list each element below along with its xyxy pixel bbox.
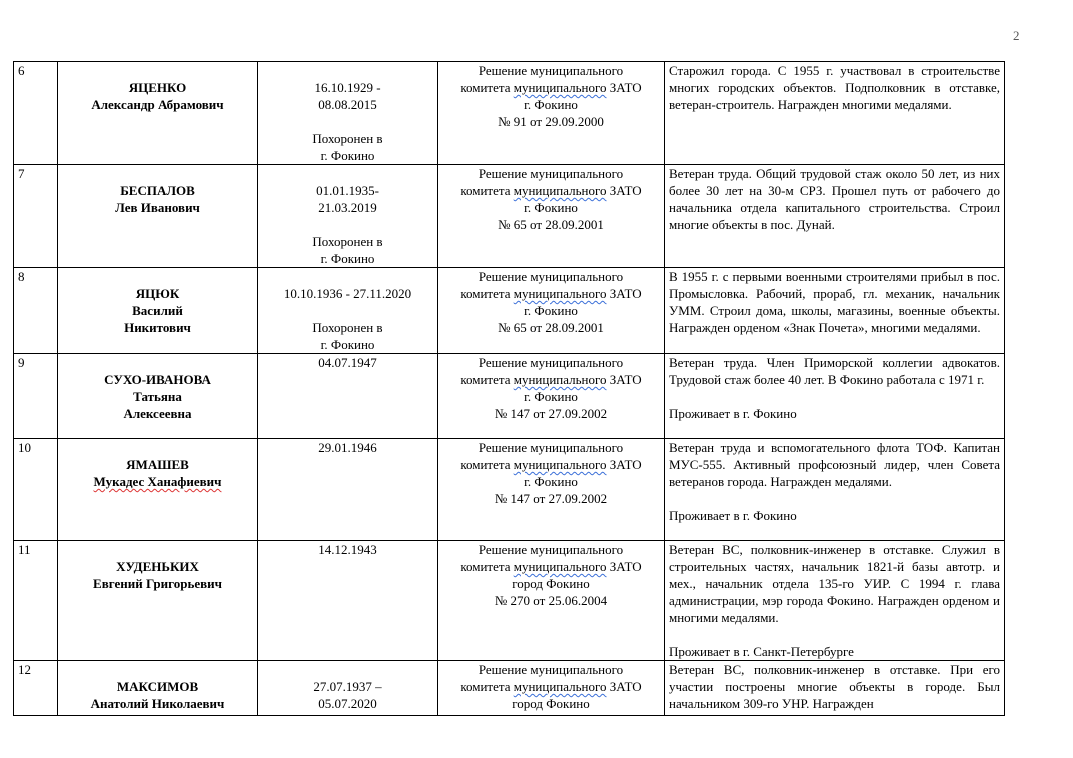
- decision-text: муниципального: [513, 183, 607, 198]
- decision-text: ЗАТО: [606, 372, 642, 387]
- biography-text: В 1955 г. с первыми военными строителями прибыл в пос. Промысловка. Рабочий, прораб, гл. механик, начальник УММ. Строил дома, школы, магазины, военные объекты. Награжден орденом «Знак Почета», многими медалями.: [669, 269, 1000, 335]
- person-name: [58, 661, 258, 716]
- life-span: 10.10.1936 - 27.11.2020: [283, 286, 412, 301]
- row-number: 6: [14, 62, 58, 165]
- decision-line: Решение муниципального: [478, 542, 624, 557]
- table-row: [14, 62, 1005, 165]
- biography: [665, 541, 1005, 661]
- table-row: [14, 165, 1005, 268]
- decision-city: город Фокино: [512, 696, 590, 711]
- table-row: [14, 439, 1005, 541]
- decision-text: ЗАТО: [606, 286, 642, 301]
- person-name: [58, 541, 258, 661]
- person-name: [58, 439, 258, 541]
- decision-line: [442, 371, 660, 388]
- decision-text: комитета: [460, 679, 514, 694]
- given-name: Лев Иванович: [115, 200, 200, 215]
- decision-number: № 147 от 27.09.2002: [494, 406, 608, 421]
- decision-number: № 65 от 28.09.2001: [498, 320, 604, 335]
- decision-line: [442, 456, 660, 473]
- life-dates: [258, 62, 438, 165]
- decision-line: [442, 285, 660, 302]
- burial-place: г. Фокино: [320, 251, 375, 266]
- given-name: Василий: [132, 303, 183, 318]
- decision-text: комитета: [460, 80, 514, 95]
- residence-note: Проживает в г. Фокино: [669, 406, 797, 421]
- table-row: [14, 268, 1005, 354]
- surname: ЯМАШЕВ: [126, 457, 189, 472]
- page-number: 2: [1013, 28, 1020, 43]
- row-number: 11: [14, 541, 58, 661]
- person-name: [58, 165, 258, 268]
- decision-text: муниципального: [513, 372, 607, 387]
- patronymic: Алексеевна: [123, 406, 192, 421]
- person-name: [58, 62, 258, 165]
- decision-line: Решение муниципального: [478, 269, 624, 284]
- biography-text: Ветеран ВС, полковник-инженер в отставке. При его участии построены многие объекты в городе. Был начальником 309-го УНР. Награжден: [669, 662, 1000, 711]
- person-name: [58, 268, 258, 354]
- decision-line: [442, 558, 660, 575]
- biography-text: Ветеран труда и вспомогательного флота ТОФ. Капитан МУС-555. Активный профсоюзный лидер, член Совета ветеранов города. Награжден медалями.: [669, 440, 1000, 489]
- decision: [438, 541, 665, 661]
- decision-line: [442, 182, 660, 199]
- biography-text: Ветеран ВС, полковник-инженер в отставке. Служил в строительных частях, начальник 1821-й базы автотр. и мех., начальник отдела 135-го УИР. С 1994 г. глава администрации, мэр города Фокино. Награжден орденом и многими медалями.: [669, 542, 1000, 625]
- decision: [438, 439, 665, 541]
- biography-text: Ветеран труда. Общий трудовой стаж около 50 лет, из них более 30 лет на 30-м СРЗ. Прошел путь от рабочего до начальника отдела капитального строительства. Строил многие объекты в пос. Дунай.: [669, 166, 1000, 232]
- biography-text: Старожил города. С 1955 г. участвовал в строительстве многих городских объектов. Подполковник в отставке, ветеран-строитель. Награжден многими медалями.: [669, 63, 1000, 112]
- residence-note: Проживает в г. Фокино: [669, 508, 797, 523]
- row-number: 12: [14, 661, 58, 716]
- decision-text: муниципального: [513, 559, 607, 574]
- decision-text: комитета: [460, 286, 514, 301]
- biography: [665, 439, 1005, 541]
- patronymic: Никитович: [124, 320, 191, 335]
- decision: [438, 62, 665, 165]
- birth-date: 04.07.1947: [318, 355, 377, 370]
- decision-text: муниципального: [513, 457, 607, 472]
- table-row: [14, 541, 1005, 661]
- decision-text: комитета: [460, 457, 514, 472]
- surname: ХУДЕНЬКИХ: [116, 559, 199, 574]
- birth-date: 14.12.1943: [318, 542, 377, 557]
- decision-text: ЗАТО: [606, 559, 642, 574]
- decision-line: [442, 79, 660, 96]
- decision-number: № 91 от 29.09.2000: [498, 114, 604, 129]
- birth-date: 29.01.1946: [318, 440, 377, 455]
- decision-text: комитета: [460, 372, 514, 387]
- birth-date: 16.10.1929 -: [314, 80, 381, 95]
- life-dates: [258, 541, 438, 661]
- death-date: 08.08.2015: [318, 97, 377, 112]
- decision-text: ЗАТО: [606, 80, 642, 95]
- decision-line: Решение муниципального: [478, 440, 624, 455]
- person-name: [58, 354, 258, 439]
- burial-place: г. Фокино: [320, 337, 375, 352]
- decision-line: Решение муниципального: [478, 63, 624, 78]
- burial-note: Похоронен в: [312, 131, 383, 146]
- decision-number: № 65 от 28.09.2001: [498, 217, 604, 232]
- decision: [438, 165, 665, 268]
- biography: [665, 268, 1005, 354]
- life-dates: [258, 268, 438, 354]
- residence-note: Проживает в г. Санкт-Петербурге: [669, 644, 854, 659]
- decision-number: № 147 от 27.09.2002: [494, 491, 608, 506]
- death-date: 05.07.2020: [318, 696, 377, 711]
- surname: ЯЦЮК: [135, 286, 180, 301]
- surname: БЕСПАЛОВ: [120, 183, 195, 198]
- decision-text: муниципального: [513, 80, 607, 95]
- burial-place: г. Фокино: [320, 148, 375, 163]
- decision: [438, 354, 665, 439]
- decision: [438, 268, 665, 354]
- table-row: [14, 354, 1005, 439]
- decision-number: № 270 от 25.06.2004: [494, 593, 608, 608]
- biography: [665, 354, 1005, 439]
- decision-city: г. Фокино: [524, 389, 578, 404]
- life-dates: [258, 354, 438, 439]
- decision-city: г. Фокино: [524, 97, 578, 112]
- given-name: Александр Абрамович: [91, 97, 224, 112]
- decision-city: г. Фокино: [524, 474, 578, 489]
- life-dates: [258, 439, 438, 541]
- decision-line: Решение муниципального: [478, 166, 624, 181]
- life-dates: [258, 661, 438, 716]
- surname: ЯЦЕНКО: [128, 80, 187, 95]
- life-dates: [258, 165, 438, 268]
- death-date: 21.03.2019: [318, 200, 377, 215]
- decision-line: Решение муниципального: [478, 355, 624, 370]
- biography: [665, 661, 1005, 716]
- row-number: 9: [14, 354, 58, 439]
- birth-date: 01.01.1935-: [316, 183, 379, 198]
- decision-line: Решение муниципального: [478, 662, 624, 677]
- given-name: Мукадес Ханафиевич: [93, 474, 222, 489]
- decision: [438, 661, 665, 716]
- decision-city: г. Фокино: [524, 200, 578, 215]
- decision-text: комитета: [460, 183, 514, 198]
- row-number: 10: [14, 439, 58, 541]
- surname: СУХО-ИВАНОВА: [104, 372, 211, 387]
- decision-city: город Фокино: [512, 576, 590, 591]
- decision-line: [442, 678, 660, 695]
- biography: [665, 165, 1005, 268]
- table-row: [14, 661, 1005, 716]
- burial-note: Похоронен в: [312, 320, 383, 335]
- decision-text: ЗАТО: [606, 183, 642, 198]
- biography: [665, 62, 1005, 165]
- given-name: Евгений Григорьевич: [93, 576, 222, 591]
- burial-note: Похоронен в: [312, 234, 383, 249]
- birth-date: 27.07.1937 –: [313, 679, 382, 694]
- given-name: Анатолий Николаевич: [90, 696, 225, 711]
- row-number: 8: [14, 268, 58, 354]
- honorary-citizens-table: [13, 61, 1005, 716]
- decision-text: муниципального: [513, 286, 607, 301]
- given-name: Татьяна: [133, 389, 182, 404]
- decision-city: г. Фокино: [524, 303, 578, 318]
- decision-text: муниципального: [513, 679, 607, 694]
- row-number: 7: [14, 165, 58, 268]
- surname: МАКСИМОВ: [116, 679, 199, 694]
- decision-text: ЗАТО: [606, 457, 642, 472]
- decision-text: комитета: [460, 559, 514, 574]
- decision-text: ЗАТО: [606, 679, 642, 694]
- biography-text: Ветеран труда. Член Приморской коллегии адвокатов. Трудовой стаж более 40 лет. В Фокино работала с 1971 г.: [669, 355, 1000, 387]
